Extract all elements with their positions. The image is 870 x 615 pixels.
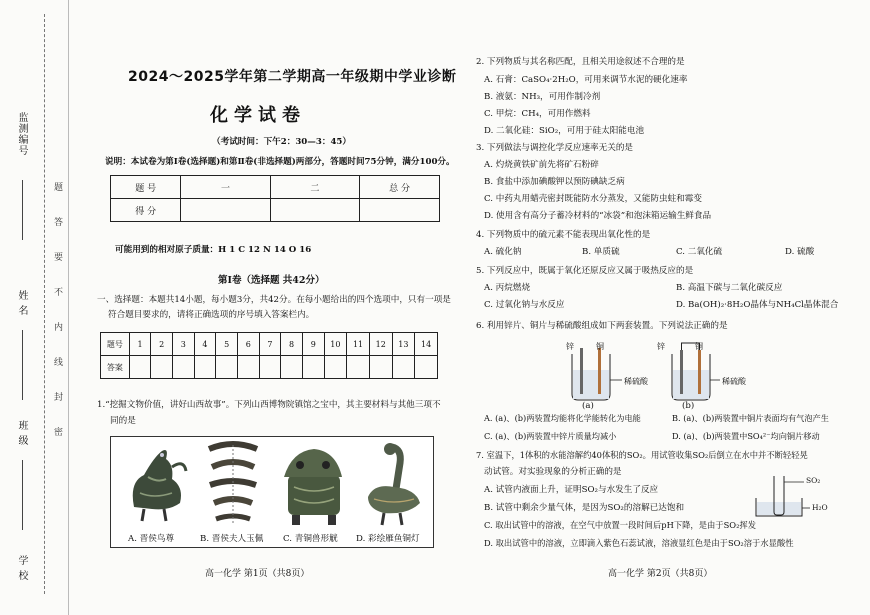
q3-option-b[interactable]: B. 食盐中添加碘酸钾以预防碘缺乏病: [484, 177, 625, 187]
score-header-cell: 总 分: [360, 176, 440, 199]
answer-number-cell: 4: [194, 333, 216, 356]
score-input-cell[interactable]: [270, 199, 359, 222]
answer-number-cell: 6: [237, 333, 259, 356]
footer-page1: 高一化学 第1页（共8页）: [205, 569, 310, 579]
answer-input-cell[interactable]: [302, 356, 324, 379]
exam-time: （考试时间：下午2：30—3：45）: [212, 137, 352, 147]
q7-h2o-label: H₂O: [812, 503, 828, 512]
q4-option-a[interactable]: A. 硫化钠: [484, 247, 522, 257]
answer-input-cell[interactable]: [415, 356, 438, 379]
answer-input-cell[interactable]: [347, 356, 370, 379]
atomic-masses: 可能用到的相对原子质量：H 1 C 12 N 14 O 16: [115, 245, 312, 255]
q7-option-b[interactable]: B. 试管中剩余少量气体，是因为SO₂的溶解已达饱和: [484, 503, 685, 513]
q5-option-a[interactable]: A. 丙烷燃烧: [484, 283, 531, 293]
score-input-cell[interactable]: [181, 199, 270, 222]
answer-number-cell: 9: [302, 333, 324, 356]
answer-table: [100, 332, 438, 379]
school-label: 学 校: [16, 555, 27, 582]
q7-option-d[interactable]: D. 取出试管中的溶液，立即滴入紫色石蕊试液，溶液显红色是由于SO₂溶于水显酸性: [484, 538, 794, 548]
answer-number-cell: 12: [369, 333, 392, 356]
q1-stem: 1.“挖掘文物价值，讲好山西故事”。下列山西博物院镇馆之宝中，其主要材料与其他三项不: [97, 400, 441, 410]
q6-option-d[interactable]: D. (a)、(b)两装置中SO₄²⁻均向铜片移动: [672, 431, 820, 441]
binding-strip: [0, 0, 69, 615]
footer-page2: 高一化学 第2页（共8页）: [608, 569, 713, 579]
answer-input-cell[interactable]: [237, 356, 259, 379]
q2-option-c[interactable]: C. 甲烷：CH₄，可用作燃料: [484, 109, 591, 119]
seal-char: 密: [54, 428, 64, 438]
score-header-cell: 题 号: [111, 176, 181, 199]
answer-number-cell: 1: [129, 333, 151, 356]
bronze-beast-image: [274, 437, 352, 529]
answer-input-cell[interactable]: [392, 356, 415, 379]
answer-row-label: 答案: [101, 356, 130, 379]
q1-stem-cont: 同的是: [110, 416, 136, 426]
answer-number-cell: 8: [281, 333, 303, 356]
q6-zn-label-b: 锌: [657, 342, 665, 351]
exam-notice: 说明：本试卷为第Ⅰ卷(选择题)和第Ⅱ卷(非选择题)两部分，答题时间75分钟，满分100分。: [105, 157, 455, 167]
seal-line: [44, 14, 45, 594]
answer-input-cell[interactable]: [259, 356, 281, 379]
answer-input-cell[interactable]: [151, 356, 173, 379]
seal-char: 题: [54, 183, 64, 193]
score-header-cell: 二: [270, 176, 359, 199]
seal-char: 内: [54, 323, 64, 333]
jade-pendant-image: [194, 437, 272, 529]
score-label-cell: 得 分: [111, 199, 181, 222]
q1-option-c[interactable]: C. 青铜兽形觥: [283, 534, 338, 544]
q6-fig-b: (b): [682, 401, 695, 411]
answer-input-cell[interactable]: [216, 356, 238, 379]
q6-cu-label-b: 铜: [695, 342, 703, 351]
answer-number-cell: 10: [324, 333, 347, 356]
q7-so2-label: SO₂: [806, 476, 821, 485]
answer-input-cell[interactable]: [172, 356, 194, 379]
answer-number-cell: 2: [151, 333, 173, 356]
q4-option-c[interactable]: C. 二氧化硫: [676, 247, 723, 257]
q3-option-d[interactable]: D. 使用含有高分子蓄冷材料的“冰袋”和泡沫箱运输生鲜食品: [484, 211, 712, 221]
answer-input-cell[interactable]: [369, 356, 392, 379]
q3-option-a[interactable]: A. 灼烧黄铁矿前先将矿石粉碎: [484, 160, 599, 170]
answer-number-cell: 11: [347, 333, 370, 356]
answer-input-cell[interactable]: [281, 356, 303, 379]
monitor-no-label: 监测编号: [16, 112, 27, 156]
answer-number-cell: 5: [216, 333, 238, 356]
goose-lamp-image: [354, 437, 430, 529]
name-label: 姓 名: [16, 290, 27, 317]
answer-input-cell[interactable]: [129, 356, 151, 379]
q6-option-b[interactable]: B. (a)、(b)两装置中铜片表面均有气泡产生: [672, 413, 829, 423]
q1-option-d[interactable]: D. 彩绘雁鱼铜灯: [356, 534, 420, 544]
section1-intro: 一、选择题：本题共14小题，每小题3分，共42分。在每小题给出的四个选项中，只有一项是: [97, 295, 451, 305]
seal-char: 线: [54, 358, 64, 368]
q6-option-c[interactable]: C. (a)、(b)两装置中锌片质量均减小: [484, 431, 617, 441]
score-input-cell[interactable]: [360, 199, 440, 222]
q5-stem: 5. 下列反应中，既属于氧化还原反应又属于吸热反应的是: [476, 266, 694, 276]
q3-option-c[interactable]: C. 中药丸用蜡壳密封既能防水分蒸发，又能防虫蛀和霉变: [484, 194, 702, 204]
q2-option-d[interactable]: D. 二氧化硅：SiO₂，可用于硅太阳能电池: [484, 126, 645, 136]
name-line: [22, 330, 23, 400]
monitor-no-line: [22, 180, 23, 240]
q6-apparatus: [560, 340, 750, 410]
q7-option-a[interactable]: A. 试管内液面上升，证明SO₂与水发生了反应: [484, 485, 659, 495]
q5-option-c[interactable]: C. 过氧化钠与水反应: [484, 300, 565, 310]
q6-acid-label-a: 稀硫酸: [624, 377, 648, 386]
q5-option-b[interactable]: B. 高温下碳与二氧化碳反应: [676, 283, 783, 293]
answer-number-cell: 7: [259, 333, 281, 356]
section1-title: 第Ⅰ卷（选择题 共42分）: [218, 275, 325, 286]
answer-input-cell[interactable]: [324, 356, 347, 379]
score-table: [110, 175, 440, 222]
seal-char: 封: [54, 393, 64, 403]
q6-stem: 6. 利用锌片、铜片与稀硫酸组成如下两套装置。下列说法正确的是: [476, 321, 728, 331]
bird-vessel-image: [114, 437, 192, 529]
q6-fig-a: (a): [582, 401, 594, 411]
q5-option-d[interactable]: D. Ba(OH)₂·8H₂O晶体与NH₄Cl晶体混合: [676, 300, 839, 310]
q4-option-d[interactable]: D. 硫酸: [785, 247, 815, 257]
answer-number-cell: 3: [172, 333, 194, 356]
q2-option-a[interactable]: A. 石膏：CaSO₄·2H₂O，可用来调节水泥的硬化速率: [484, 75, 688, 85]
q2-option-b[interactable]: B. 液氨：NH₃，可用作制冷剂: [484, 92, 601, 102]
q1-option-a[interactable]: A. 晋侯鸟尊: [128, 534, 175, 544]
class-line: [22, 460, 23, 530]
q4-option-b[interactable]: B. 单质硫: [582, 247, 620, 257]
class-label: 班 级: [16, 420, 27, 447]
q6-zn-label-a: 锌: [566, 342, 574, 351]
seal-char: 要: [54, 253, 64, 263]
q6-acid-label-b: 稀硫酸: [722, 377, 746, 386]
score-header-cell: 一: [181, 176, 270, 199]
section1-intro-cont: 符合题目要求的，请将正确选项的序号填入答案栏内。: [108, 310, 315, 320]
q1-option-b[interactable]: B. 晋侯夫人玉佩: [200, 534, 264, 544]
answer-number-cell: 13: [392, 333, 415, 356]
subject-title: 化学试卷: [210, 105, 306, 126]
answer-number-cell: 14: [415, 333, 438, 356]
q4-stem: 4. 下列物质中的硫元素不能表现出氧化性的是: [476, 230, 651, 240]
q7-stem-cont: 动试管。对实验现象的分析正确的是: [484, 467, 622, 477]
answer-header-label: 题号: [101, 333, 130, 356]
answer-input-cell[interactable]: [194, 356, 216, 379]
q3-stem: 3. 下列做法与调控化学反应速率无关的是: [476, 143, 634, 153]
q2-stem: 2. 下列物质与其名称匹配，且相关用途叙述不合理的是: [476, 57, 685, 67]
q7-option-c[interactable]: C. 取出试管中的溶液，在空气中放置一段时间后pH下降，是由于SO₂挥发: [484, 520, 757, 530]
q7-stem: 7. 室温下，1体积的水能溶解约40体积的SO₂。用试管收集SO₂后倒立在水中并不断轻轻晃: [476, 450, 808, 460]
seal-char: 不: [54, 288, 64, 298]
q6-option-a[interactable]: A. (a)、(b)两装置均能将化学能转化为电能: [484, 413, 641, 423]
q6-cu-label-a: 铜: [596, 342, 604, 351]
seal-char: 答: [54, 218, 64, 228]
exam-title: 2024～2025学年第二学期高一年级期中学业诊断: [128, 69, 457, 85]
